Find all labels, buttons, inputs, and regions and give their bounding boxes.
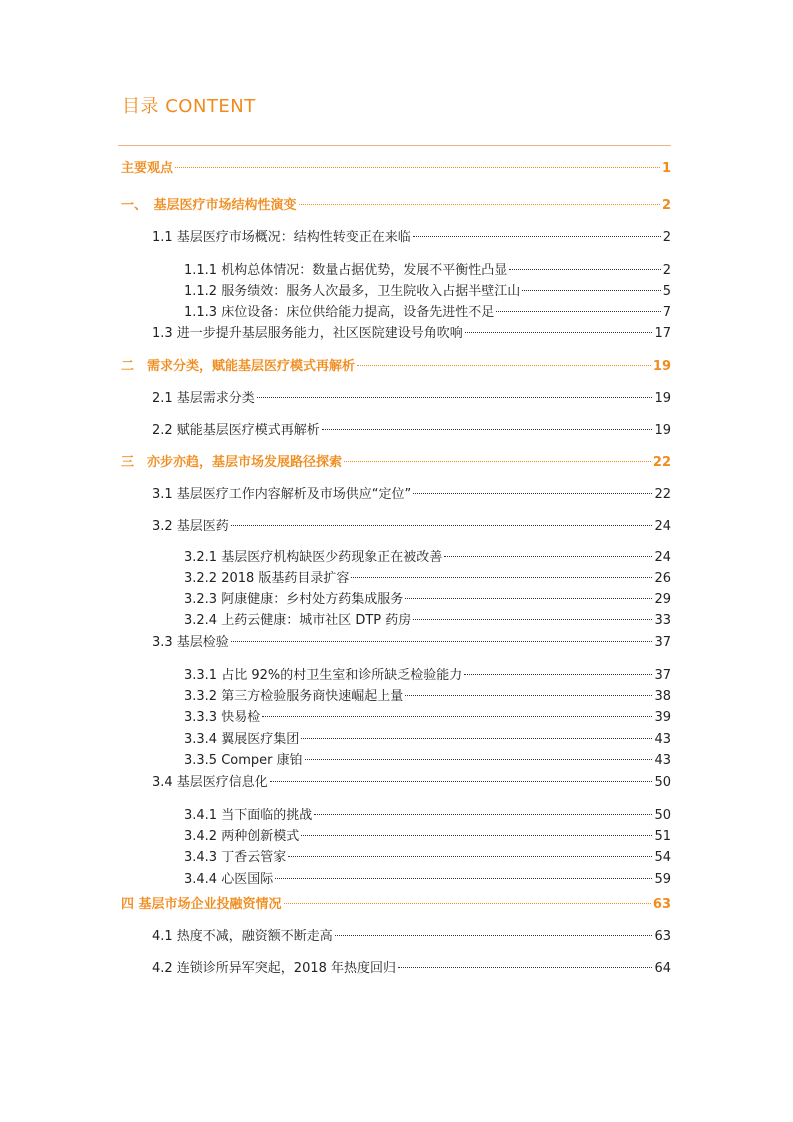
toc-leader: [351, 577, 652, 578]
toc-entry[interactable]: [121, 159, 671, 179]
toc-leader: [413, 236, 661, 237]
toc-entry-label: 1.3 进一步提升基层服务能力，社区医院建设号角吹响: [152, 326, 463, 341]
toc-leader: [284, 903, 651, 904]
toc-entry-page: 50: [654, 775, 671, 790]
toc-entry-label: 四 基层市场企业投融资情况: [121, 897, 282, 912]
toc-entry-label: 3.4.4 心医国际: [184, 872, 274, 887]
toc-entry-label: 4.1 热度不减，融资额不断走高: [152, 929, 333, 944]
toc-entry[interactable]: [184, 708, 671, 728]
toc-entry[interactable]: [152, 324, 671, 344]
toc-entry[interactable]: [121, 895, 671, 915]
toc-leader: [257, 397, 653, 398]
toc-entry-page: 50: [654, 808, 671, 823]
divider: [118, 145, 671, 146]
toc-leader: [301, 738, 652, 739]
toc-entry-label: 1.1.2 服务绩效：服务人次最多，卫生院收入占据半壁江山: [184, 284, 521, 299]
toc-entry[interactable]: [121, 357, 671, 377]
toc-entry-label: 3.2 基层医药: [152, 519, 229, 534]
toc-entry-label: 2.2 赋能基层医疗模式再解析: [152, 423, 320, 438]
toc-entry-page: 54: [654, 850, 671, 865]
toc-entry-page: 37: [654, 668, 671, 683]
toc-leader: [405, 695, 652, 696]
toc-entry-page: 22: [652, 455, 671, 470]
toc-entry-page: 59: [654, 872, 671, 887]
toc-leader: [301, 835, 652, 836]
toc-entry-label: 3.4 基层医疗信息化: [152, 775, 268, 790]
toc-entry-label: 3.3.2 第三方检验服务商快速崛起上量: [184, 689, 404, 704]
toc-leader: [464, 674, 652, 675]
toc-entry[interactable]: [152, 389, 671, 409]
toc-entry-page: 39: [654, 710, 671, 725]
toc-entry-label: 一、 基层医疗市场结构性演变: [121, 198, 297, 213]
toc-leader: [344, 461, 651, 462]
toc-entry-label: 2.1 基层需求分类: [152, 391, 255, 406]
toc-entry-label: 3.4.2 两种创新模式: [184, 829, 300, 844]
toc-entry-label: 3.2.4 上药云健康：城市社区 DTP 药房: [184, 613, 412, 628]
toc-entry[interactable]: [184, 848, 671, 868]
toc-leader: [509, 269, 661, 270]
toc-leader: [270, 781, 653, 782]
toc-entry-page: 5: [662, 284, 671, 299]
toc-entry-label: 3.4.1 当下面临的挑战: [184, 808, 313, 823]
toc-entry-page: 1: [661, 161, 671, 176]
toc-entry-label: 三 亦步亦趋，基层市场发展路径探索: [121, 455, 343, 470]
toc-entry[interactable]: [152, 927, 671, 947]
toc-entry-page: 63: [654, 929, 671, 944]
toc-entry[interactable]: [152, 959, 671, 979]
toc-entry[interactable]: [184, 806, 671, 826]
toc-leader: [314, 814, 652, 815]
page-title: 目录 CONTENT: [122, 96, 256, 117]
toc-entry-label: 3.4.3 丁香云管家: [184, 850, 287, 865]
toc-leader: [398, 967, 652, 968]
toc-entry[interactable]: [152, 421, 671, 441]
toc-entry[interactable]: [184, 751, 671, 771]
toc-entry-page: 2: [662, 230, 671, 245]
toc-entry-label: 主要观点: [121, 161, 174, 176]
toc-entry-page: 43: [654, 753, 671, 768]
toc-entry-label: 3.3.4 翼展医疗集团: [184, 732, 300, 747]
toc-entry-label: 1.1.3 床位设备：床位供给能力提高，设备先进性不足: [184, 305, 495, 320]
toc-entry[interactable]: [184, 569, 671, 589]
toc-entry-label: 3.2.2 2018 版基药目录扩容: [184, 571, 350, 586]
toc-leader: [465, 332, 653, 333]
toc-entry[interactable]: [152, 633, 671, 653]
toc-entry-label: 3.1 基层医疗工作内容解析及市场供应“定位”: [152, 487, 412, 502]
toc-entry-label: 4.2 连锁诊所异军突起，2018 年热度回归: [152, 961, 397, 976]
toc-leader: [522, 290, 661, 291]
toc-entry[interactable]: [184, 827, 671, 847]
toc-leader: [335, 935, 653, 936]
toc-entry-page: 19: [654, 391, 671, 406]
toc-entry[interactable]: [184, 548, 671, 568]
toc-entry-label: 二 需求分类，赋能基层医疗模式再解析: [121, 359, 356, 374]
toc-entry-page: 37: [654, 635, 671, 650]
toc-leader: [413, 619, 652, 620]
toc-entry[interactable]: [121, 453, 671, 473]
toc-entry-page: 63: [652, 897, 671, 912]
toc-leader: [231, 525, 653, 526]
toc-leader: [305, 759, 653, 760]
toc-entry[interactable]: [184, 687, 671, 707]
toc-entry[interactable]: [152, 773, 671, 793]
toc-entry-label: 3.3.3 快易检: [184, 710, 261, 725]
toc-entry-label: 3.2.1 基层医疗机构缺医少药现象正在被改善: [184, 550, 443, 565]
toc-leader: [413, 493, 652, 494]
toc-entry[interactable]: [152, 517, 671, 537]
toc-entry-page: 19: [654, 423, 671, 438]
toc-entry-page: 17: [654, 326, 671, 341]
toc-entry[interactable]: [184, 870, 671, 890]
toc-leader: [299, 204, 660, 205]
toc-leader: [262, 716, 652, 717]
toc-entry-page: 2: [662, 263, 671, 278]
toc-entry-label: 1.1.1 机构总体情况：数量占据优势，发展不平衡性凸显: [184, 263, 508, 278]
toc-entry-label: 3.3 基层检验: [152, 635, 229, 650]
toc-leader: [357, 365, 651, 366]
toc-leader: [496, 311, 661, 312]
toc-entry-page: 19: [652, 359, 671, 374]
toc-entry-page: 22: [654, 487, 671, 502]
toc-entry-page: 24: [654, 550, 671, 565]
toc-leader: [405, 598, 652, 599]
toc-leader: [444, 556, 652, 557]
toc-entry-page: 38: [654, 689, 671, 704]
toc-entry[interactable]: [152, 485, 671, 505]
toc-entry-label: 3.2.3 阿康健康：乡村处方药集成服务: [184, 592, 404, 607]
toc-entry[interactable]: [184, 611, 671, 631]
toc-entry-page: 43: [654, 732, 671, 747]
toc-entry-page: 29: [654, 592, 671, 607]
toc-leader: [288, 856, 652, 857]
toc-entry[interactable]: [184, 282, 671, 302]
toc-entry-page: 24: [654, 519, 671, 534]
toc-entry-page: 51: [654, 829, 671, 844]
toc-entry-page: 26: [654, 571, 671, 586]
toc-entry-page: 2: [661, 198, 671, 213]
toc-entry-page: 64: [654, 961, 671, 976]
toc-entry-page: 33: [654, 613, 671, 628]
toc-entry[interactable]: [184, 666, 671, 686]
toc-leader: [275, 878, 652, 879]
toc-leader: [231, 641, 653, 642]
toc-leader: [322, 429, 653, 430]
toc-entry[interactable]: [184, 730, 671, 750]
toc-entry-label: 1.1 基层医疗市场概况：结构性转变正在来临: [152, 230, 411, 245]
toc-leader: [175, 167, 660, 168]
toc-entry-label: 3.3.5 Comper 康铂: [184, 753, 303, 768]
toc-entry[interactable]: [184, 590, 671, 610]
toc-entry[interactable]: [184, 303, 671, 323]
toc-entry-page: 7: [662, 305, 671, 320]
toc-entry[interactable]: [184, 261, 671, 281]
toc-entry[interactable]: [121, 196, 671, 216]
toc-entry-label: 3.3.1 占比 92%的村卫生室和诊所缺乏检验能力: [184, 668, 463, 683]
toc-entry[interactable]: [152, 228, 671, 248]
